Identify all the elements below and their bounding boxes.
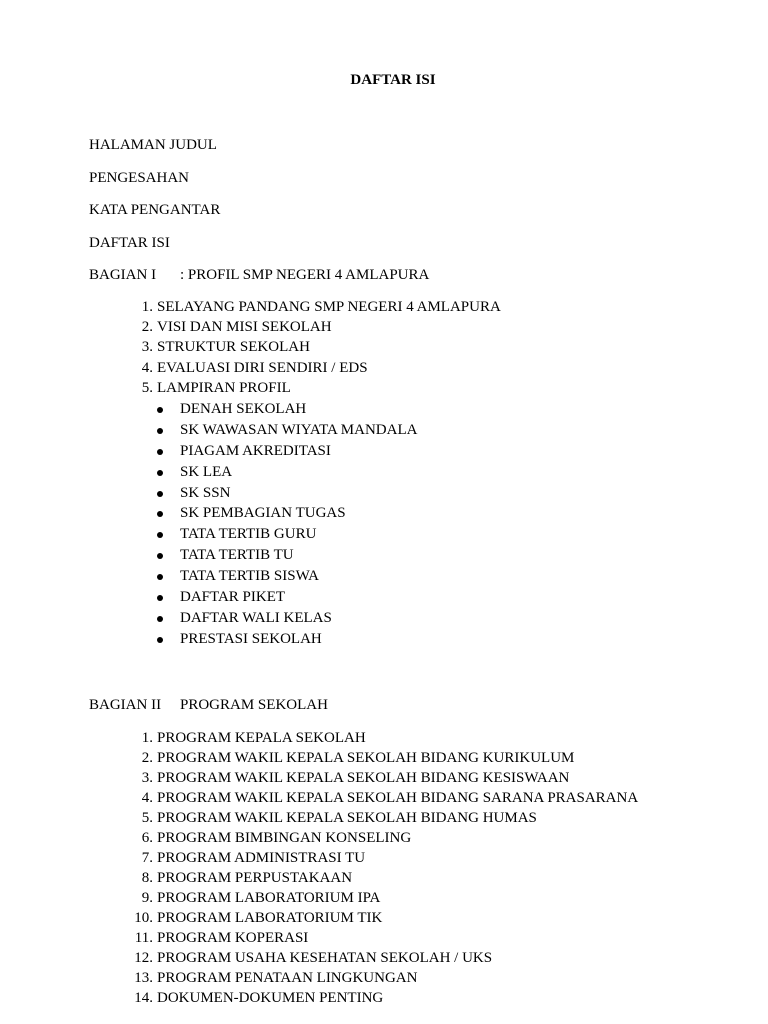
part-2-label: BAGIAN II xyxy=(89,697,162,713)
attachment-item xyxy=(157,400,417,421)
attachment-item xyxy=(157,421,417,442)
list-number: 9. xyxy=(141,890,153,906)
list-item-label: PROGRAM WAKIL KEPALA SEKOLAH BIDANG SARANA PRASARANA xyxy=(157,790,639,806)
list-item-label: PROGRAM PENATAAN LINGKUNGAN xyxy=(157,970,418,986)
list-item-label: PROGRAM WAKIL KEPALA SEKOLAH BIDANG KESISWAAN xyxy=(157,770,570,786)
list-item-label: PROGRAM BIMBINGAN KONSELING xyxy=(157,830,412,846)
attachment-item xyxy=(157,504,417,525)
bullet-icon xyxy=(157,511,163,517)
front-matter-label: KATA PENGANTAR xyxy=(89,202,221,219)
bullet-icon xyxy=(157,449,163,455)
list-item-label: PROGRAM WAKIL KEPALA SEKOLAH BIDANG KURIKULUM xyxy=(157,750,575,766)
list-item-label: PROGRAM ADMINISTRASI TU xyxy=(157,850,366,866)
list-number: 3. xyxy=(141,339,153,356)
bullet-icon xyxy=(157,428,163,434)
list-item-label: PROGRAM KOPERASI xyxy=(157,930,309,946)
part-1-label: BAGIAN I xyxy=(89,267,157,283)
front-matter-item xyxy=(89,136,220,169)
list-item xyxy=(110,789,638,809)
attachment-label: DENAH SEKOLAH xyxy=(180,401,307,417)
list-item xyxy=(110,869,638,889)
bullet-icon xyxy=(157,532,163,538)
attachment-item xyxy=(157,588,417,609)
list-item-label: DOKUMEN-DOKUMEN PENTING xyxy=(157,990,384,1006)
list-number: 8. xyxy=(141,870,153,886)
list-item xyxy=(110,298,501,318)
list-item xyxy=(110,989,638,1009)
attachment-label: DAFTAR PIKET xyxy=(180,589,286,606)
list-item xyxy=(110,929,638,949)
bullet-icon xyxy=(157,470,163,476)
list-number: 6. xyxy=(141,830,153,846)
attachment-item xyxy=(157,463,417,484)
attachment-label: DAFTAR WALI KELAS xyxy=(180,609,332,626)
part-2-title: PROGRAM SEKOLAH xyxy=(180,697,328,713)
list-item xyxy=(110,379,501,399)
list-item-label: EVALUASI DIRI SENDIRI / EDS xyxy=(157,359,368,376)
list-number: 4. xyxy=(141,790,153,806)
attachment-label: TATA TERTIB SISWA xyxy=(180,568,319,585)
list-number: 7. xyxy=(141,850,153,866)
bullet-icon xyxy=(157,407,163,413)
list-number: 1. xyxy=(141,299,153,315)
part-1-heading xyxy=(89,266,429,284)
front-matter-item xyxy=(89,234,220,267)
list-item xyxy=(110,909,638,929)
list-item-label: PROGRAM WAKIL KEPALA SEKOLAH BIDANG HUMAS xyxy=(157,810,537,826)
list-number: 13. xyxy=(134,970,153,986)
list-item-label: PROGRAM LABORATORIUM IPA xyxy=(157,890,381,906)
list-item-label: VISI DAN MISI SEKOLAH xyxy=(157,319,332,336)
attachment-label: TATA TERTIB TU xyxy=(180,547,294,564)
list-item xyxy=(110,749,638,769)
list-item-label: PROGRAM USAHA KESEHATAN SEKOLAH / UKS xyxy=(157,950,493,966)
front-matter-item xyxy=(89,169,220,202)
list-number: 10. xyxy=(134,910,153,926)
list-number: 11. xyxy=(134,930,153,946)
part-2-heading xyxy=(89,696,328,714)
attachment-item xyxy=(157,609,417,630)
list-item-label: PROGRAM LABORATORIUM TIK xyxy=(157,910,383,926)
attachment-label: SK PEMBAGIAN TUGAS xyxy=(180,505,346,522)
front-matter-item xyxy=(89,201,220,234)
list-number: 5. xyxy=(141,379,153,396)
attachment-item xyxy=(157,484,417,505)
list-item-label: LAMPIRAN PROFIL xyxy=(157,379,291,396)
front-matter-list xyxy=(89,136,220,267)
list-item xyxy=(110,318,501,338)
attachment-item xyxy=(157,546,417,567)
list-item xyxy=(110,849,638,869)
list-number: 2. xyxy=(141,319,153,336)
attachment-item xyxy=(157,442,417,463)
attachment-item xyxy=(157,525,417,546)
list-number: 4. xyxy=(141,359,153,376)
front-matter-label: DAFTAR ISI xyxy=(89,235,170,252)
bullet-icon xyxy=(157,574,163,580)
attachment-label: PIAGAM AKREDITASI xyxy=(180,442,331,459)
front-matter-label: PENGESAHAN xyxy=(89,169,190,186)
list-item-label: PROGRAM PERPUSTAKAAN xyxy=(157,870,353,886)
page-title: DAFTAR ISI xyxy=(350,72,436,88)
list-number: 12. xyxy=(134,950,153,966)
list-item xyxy=(110,829,638,849)
list-item xyxy=(110,338,501,358)
list-number: 3. xyxy=(141,770,153,786)
list-item xyxy=(110,949,638,969)
attachment-label: SK WAWASAN WIYATA MANDALA xyxy=(180,421,418,438)
part-2-items xyxy=(110,729,638,1009)
bullet-icon xyxy=(157,491,163,497)
bullet-icon xyxy=(157,637,163,643)
list-item xyxy=(110,359,501,379)
attachment-label: SK SSN xyxy=(180,484,231,501)
list-item xyxy=(110,889,638,909)
list-item xyxy=(110,969,638,989)
attachment-label: PRESTASI SEKOLAH xyxy=(180,630,322,647)
list-item xyxy=(110,809,638,829)
attachment-item xyxy=(157,630,417,651)
part-1-attachments xyxy=(157,400,417,651)
list-item xyxy=(110,769,638,789)
attachment-label: TATA TERTIB GURU xyxy=(180,526,317,543)
list-number: 5. xyxy=(141,810,153,826)
attachment-label: SK LEA xyxy=(180,463,233,480)
bullet-icon xyxy=(157,595,163,601)
part-1-items xyxy=(110,298,501,399)
list-item-label: PROGRAM KEPALA SEKOLAH xyxy=(157,730,366,746)
list-item xyxy=(110,729,638,749)
bullet-icon xyxy=(157,616,163,622)
list-number: 2. xyxy=(141,750,153,766)
list-item-label: SELAYANG PANDANG SMP NEGERI 4 AMLAPURA xyxy=(157,299,501,315)
bullet-icon xyxy=(157,553,163,559)
list-item-label: STRUKTUR SEKOLAH xyxy=(157,339,310,356)
attachment-item xyxy=(157,567,417,588)
list-number: 1. xyxy=(141,730,153,746)
list-number: 14. xyxy=(134,990,153,1006)
front-matter-label: HALAMAN JUDUL xyxy=(89,137,217,153)
part-1-title: : PROFIL SMP NEGERI 4 AMLAPURA xyxy=(180,267,430,283)
